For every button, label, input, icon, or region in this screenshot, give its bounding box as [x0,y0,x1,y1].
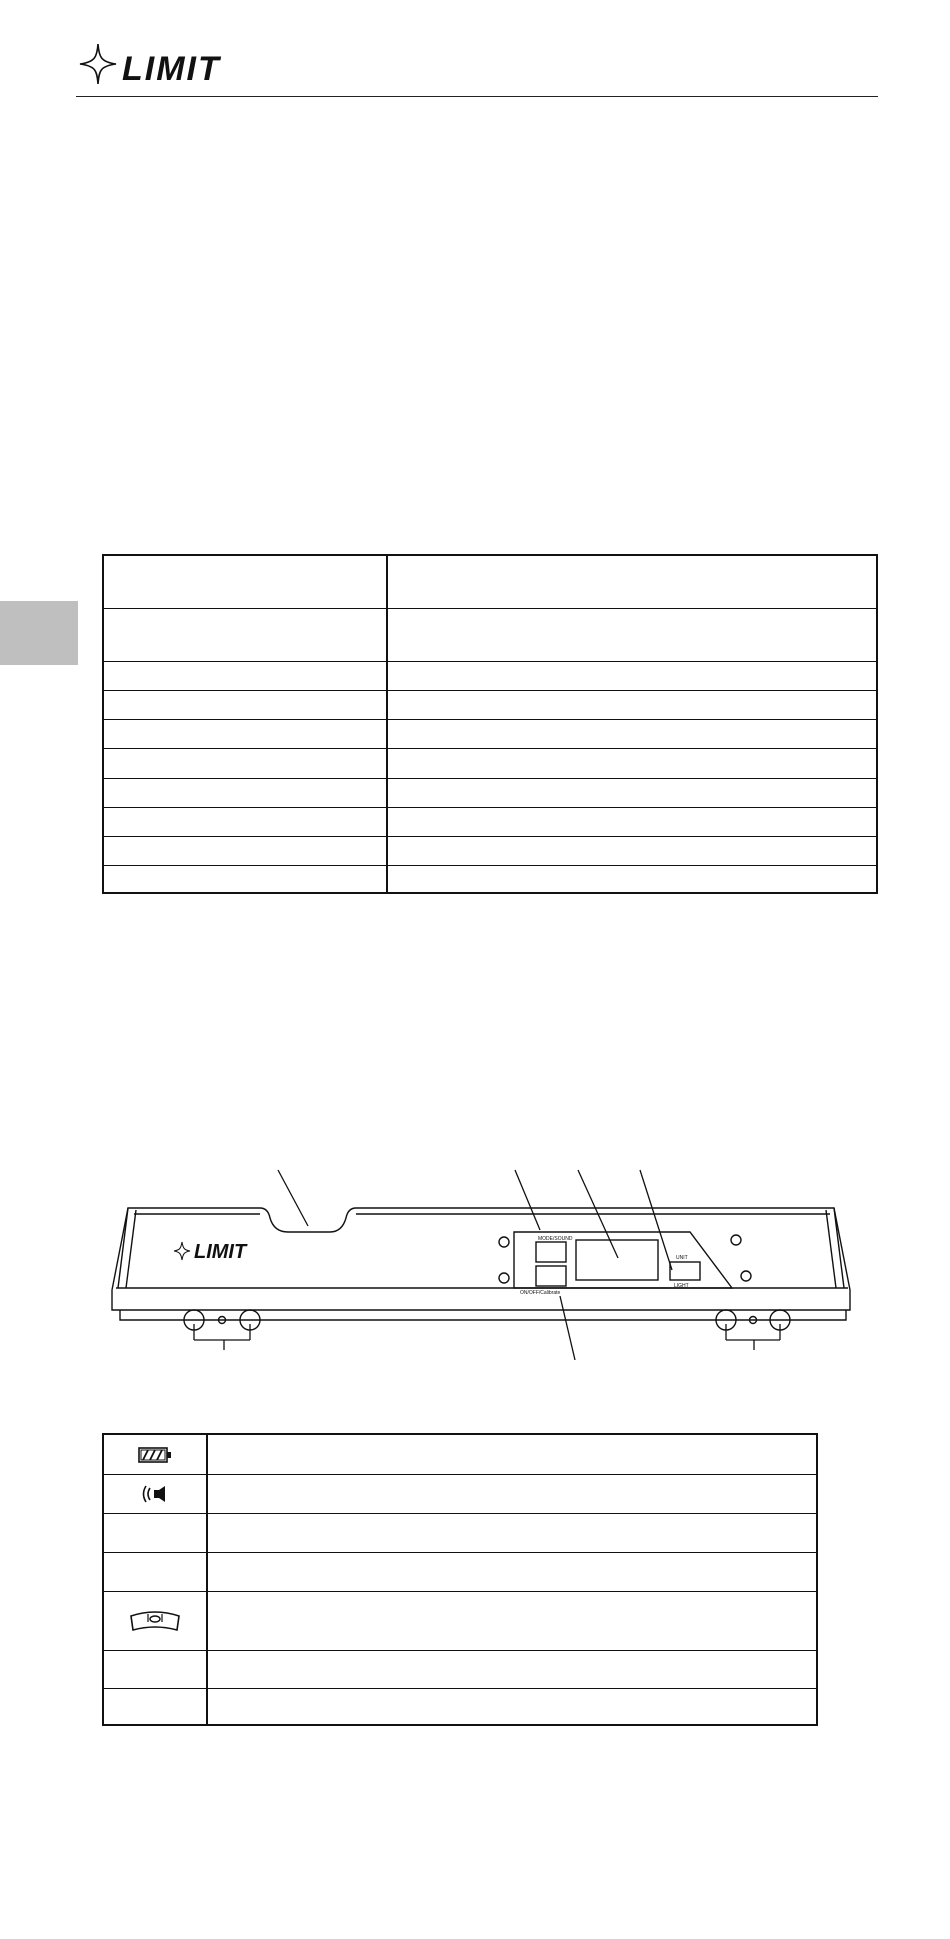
table-row [104,720,876,749]
table-row [104,808,876,837]
table-row [104,691,876,720]
section-tab-marker [0,601,78,665]
level-body [112,1208,850,1330]
digital-level-diagram [90,1160,890,1360]
table-row [104,779,876,808]
limit-star-logo-icon [76,42,120,86]
light-label: LIGHT [674,1283,689,1289]
table-row [104,662,876,691]
table-row [104,837,876,866]
onoff-calibrate-label: ON/OFF/Calibrate [520,1290,561,1296]
table-row [104,556,876,609]
table-row [104,1435,816,1475]
table-row [104,1689,816,1724]
battery-icon [138,1447,172,1463]
table-row [104,1592,816,1651]
callout-lines [194,1170,780,1360]
table-row [104,1475,816,1514]
level-bubble-icon [127,1610,183,1632]
header-divider [76,96,878,97]
brand-logo-text: LIMIT [122,50,221,88]
table-row [104,1651,816,1689]
speaker-icon [140,1484,170,1504]
device-brand-text: LIMIT [194,1241,247,1263]
unit-label: UNIT [676,1255,688,1261]
table-row [104,749,876,779]
device-logo [174,1241,248,1263]
table-row [104,609,876,662]
specifications-table [102,554,878,894]
table-row [104,1553,816,1592]
display-symbols-table [102,1433,818,1726]
table-row [104,866,876,892]
page-header [76,40,878,96]
table-row [104,1514,816,1553]
mode-sound-label: MODE/SOUND [538,1236,573,1242]
